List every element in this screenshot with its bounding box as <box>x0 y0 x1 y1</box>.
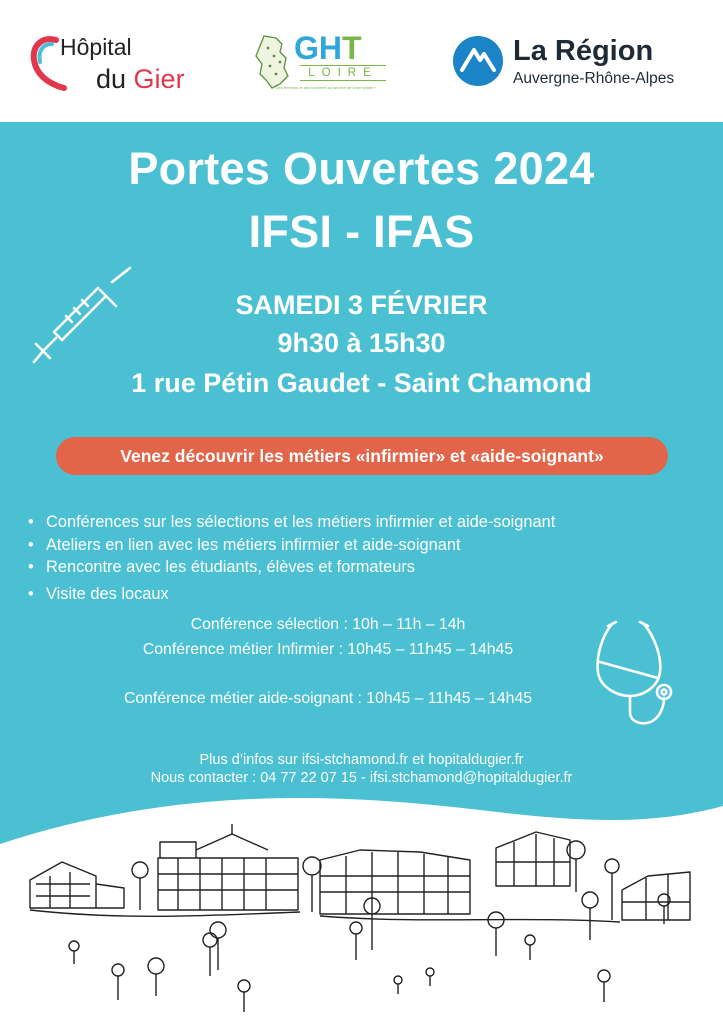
hopital-du-gier-logo <box>28 28 198 100</box>
region-name: La Région <box>513 35 654 67</box>
list-item <box>28 511 555 534</box>
activities-list <box>28 511 555 605</box>
ght-name-gh: GH <box>294 30 342 66</box>
buildings-illustration <box>0 780 723 1024</box>
poster-title-line1: Portes Ouvertes 2024 <box>128 143 595 194</box>
list-item-text: Conférences sur les sélections et les métiers infirmier et aide-soignant <box>46 513 556 531</box>
event-time: 9h30 à 15h30 <box>277 328 446 358</box>
list-item <box>28 583 555 606</box>
list-item-text: Visite des locaux <box>46 584 169 603</box>
stethoscope-icon <box>590 616 690 732</box>
conference-selection: Conférence sélection : 10h – 11h – 14h <box>190 616 466 633</box>
region-subtitle: Auvergne-Rhône-Alpes <box>513 70 675 87</box>
conference-infirmier: Conférence métier Infirmier : 10h45 – 11h45 – 14h45 <box>142 641 514 658</box>
ght-name <box>294 30 362 66</box>
hopital-logo-du: du <box>96 64 134 94</box>
poster-title-line2: IFSI - IFAS <box>248 206 475 257</box>
ght-loire-logo <box>254 30 394 98</box>
ght-tagline: « Des femmes et des hommes au service de votre santé » <box>272 85 376 90</box>
conference-aide-soignant: Conférence métier aide-soignant : 10h45 – 11h45 – 14h45 <box>123 690 533 707</box>
list-item-text: Ateliers en lien avec les métiers infirmier et aide-soignant <box>46 535 461 554</box>
discover-banner: Venez découvrir les métiers «infirmier» et «aide-soignant» <box>56 437 668 475</box>
bullet-dot: • <box>28 584 34 603</box>
ght-name-t: T <box>342 30 362 66</box>
event-date: SAMEDI 3 FÉVRIER <box>235 290 488 320</box>
info-contact: Nous contacter : 04 77 22 07 15 - ifsi.stchamond@hopitaldugier.fr <box>150 770 573 786</box>
list-item <box>28 556 555 579</box>
loire-map-logo <box>254 34 292 90</box>
mountain-logo <box>453 36 503 86</box>
event-address: 1 rue Pétin Gaudet - Saint Chamond <box>131 368 592 398</box>
bullet-dot: • <box>28 558 34 576</box>
header <box>0 0 723 122</box>
hopital-logo-gier: Gier <box>133 64 185 94</box>
bullet-dot: • <box>28 535 34 554</box>
list-item <box>28 534 555 557</box>
list-item-text: Rencontre avec les étudiants, élèves et formateurs <box>46 558 415 576</box>
ght-region: LOIRE <box>300 65 386 81</box>
bullet-dot: • <box>28 513 34 531</box>
info-website: Plus d’infos sur ifsi-stchamond.fr et hopitaldugier.fr <box>199 752 524 768</box>
la-region-logo <box>453 36 703 94</box>
hopital-logo-line2 <box>96 64 185 94</box>
hopital-logo-line1: Hôpital <box>60 34 132 60</box>
